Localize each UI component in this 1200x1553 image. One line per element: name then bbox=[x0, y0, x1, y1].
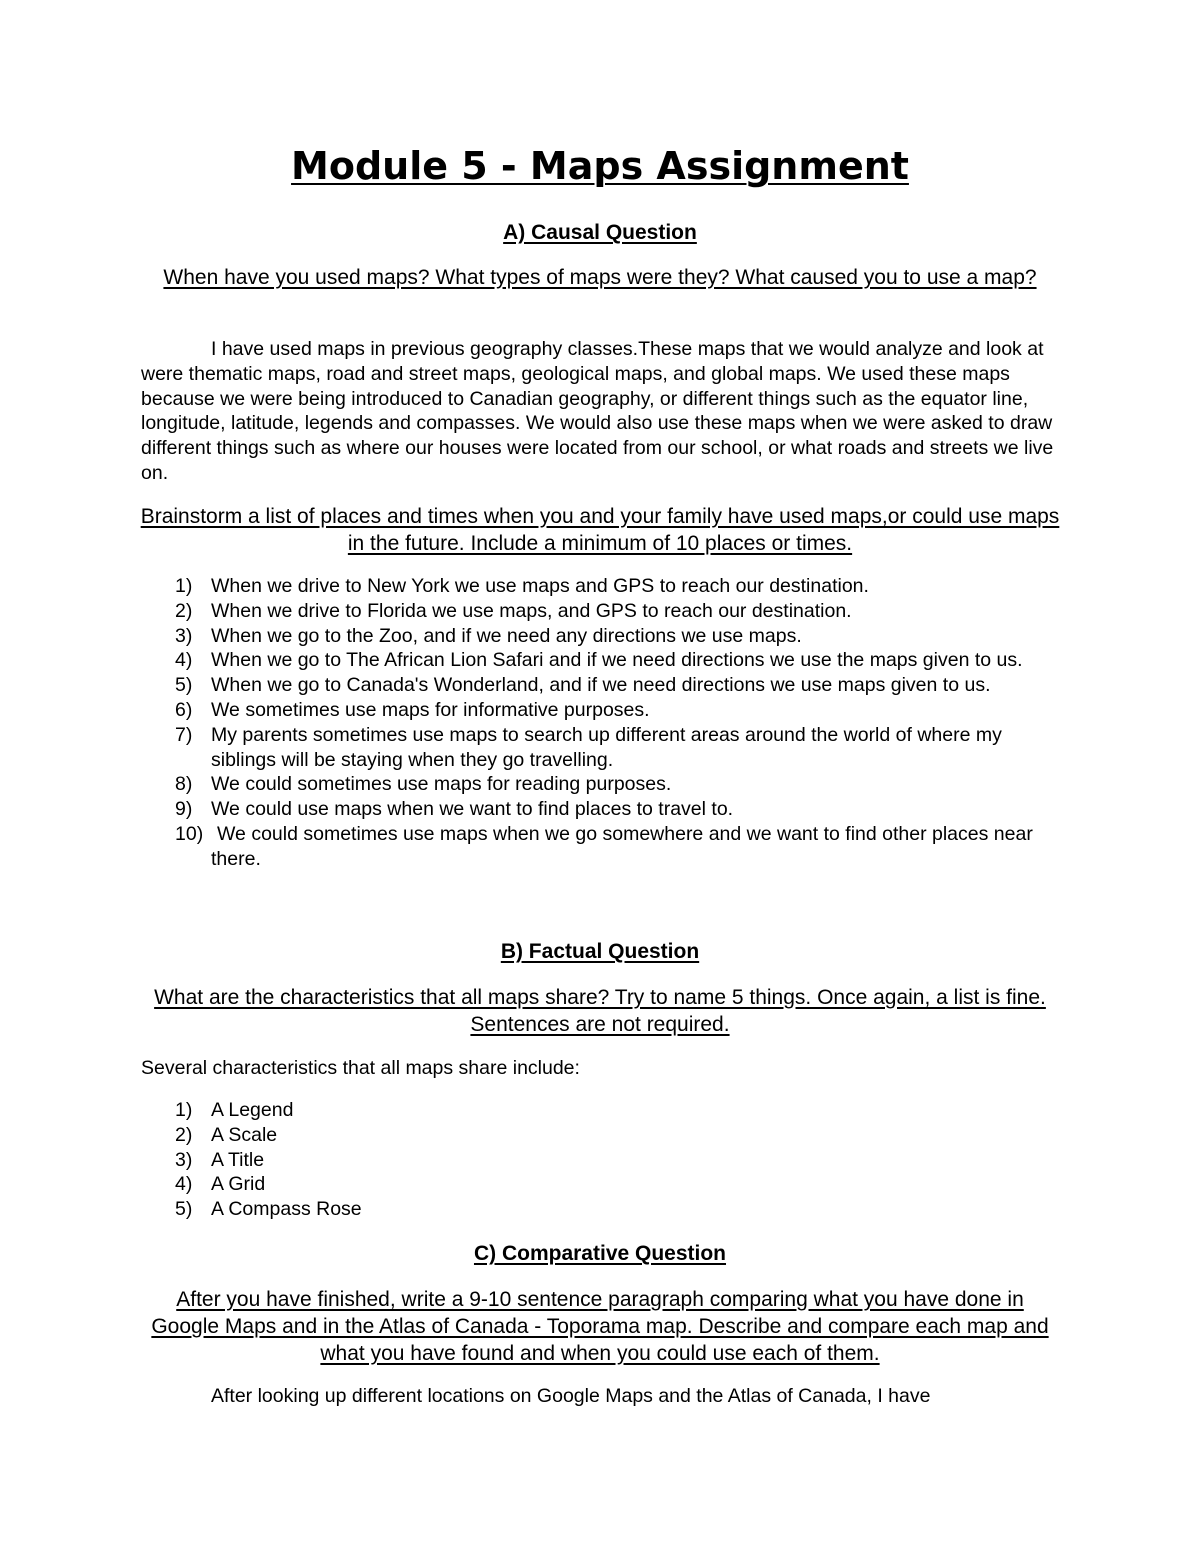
section-c-prompt: After you have finished, write a 9-10 sentence paragraph comparing what you have done in Google Maps and in the Atlas of Canada - Toporama map. Describe and compare each map and what you have found and when you could use each of them. bbox=[151, 1288, 1049, 1365]
list-number: 8) bbox=[175, 773, 193, 796]
list-text: A Scale bbox=[211, 1123, 278, 1146]
list-text: A Legend bbox=[211, 1099, 294, 1121]
list-text: We could sometimes use maps for reading purposes. bbox=[211, 773, 672, 796]
list-item bbox=[141, 1197, 1056, 1222]
list-number: 3) bbox=[175, 624, 193, 647]
list-item bbox=[141, 1098, 1056, 1123]
section-b-intro: Several characteristics that all maps share include: bbox=[141, 1057, 580, 1079]
list-item bbox=[141, 648, 1056, 673]
list-number: 5) bbox=[175, 674, 193, 697]
list-number: 4) bbox=[175, 649, 193, 672]
list-item bbox=[141, 574, 1056, 599]
list-text: My parents sometimes use maps to search up different areas around the world of where my siblings will be staying when they go travelling. bbox=[211, 723, 1002, 771]
list-number: 2) bbox=[175, 1123, 193, 1146]
characteristics-list bbox=[141, 1098, 1056, 1222]
section-c-heading: C) Comparative Question bbox=[473, 1242, 727, 1265]
list-item bbox=[141, 599, 1056, 624]
list-number: 6) bbox=[175, 698, 193, 721]
list-number: 9) bbox=[175, 798, 193, 821]
section-a-heading: A) Causal Question bbox=[503, 221, 697, 244]
list-item bbox=[141, 772, 1056, 797]
list-item bbox=[141, 698, 1056, 723]
list-item bbox=[141, 1172, 1056, 1197]
list-item bbox=[141, 624, 1056, 649]
list-number: 7) bbox=[175, 723, 193, 746]
list-number: 3) bbox=[175, 1148, 193, 1171]
list-item bbox=[141, 673, 1056, 698]
list-item bbox=[141, 1148, 1056, 1173]
list-text: We could use maps when we want to find places to travel to. bbox=[211, 798, 734, 821]
section-a-brainstorm-prompt: Brainstorm a list of places and times when you and your family have used maps,or could use maps in the future. Include a minimum of 10 places or times. bbox=[140, 505, 1060, 555]
section-b-heading: B) Factual Question bbox=[500, 940, 700, 963]
list-text: A Title bbox=[211, 1148, 265, 1171]
list-number: 1) bbox=[175, 575, 193, 597]
list-item bbox=[141, 822, 1056, 872]
list-text: When we go to the Zoo, and if we need any directions we use maps. bbox=[211, 624, 802, 647]
list-text: A Compass Rose bbox=[211, 1198, 362, 1221]
list-item bbox=[141, 723, 1056, 773]
list-number: 10) bbox=[175, 822, 204, 845]
list-text: We sometimes use maps for informative purposes. bbox=[211, 698, 650, 721]
list-number: 5) bbox=[175, 1198, 193, 1221]
list-text: We could sometimes use maps when we go somewhere and we want to find other places near there. bbox=[211, 822, 1033, 870]
list-item bbox=[141, 797, 1056, 822]
list-text: A Grid bbox=[211, 1173, 266, 1196]
places-list bbox=[141, 574, 1056, 872]
list-item bbox=[141, 1123, 1056, 1148]
list-number: 2) bbox=[175, 599, 193, 622]
section-c-answer: After looking up different locations on Google Maps and the Atlas of Canada, I have bbox=[211, 1385, 931, 1407]
list-text: When we go to The African Lion Safari and if we need directions we use the maps given to us. bbox=[211, 649, 1023, 672]
list-number: 4) bbox=[175, 1173, 193, 1196]
list-text: When we go to Canada's Wonderland, and if we need directions we use maps given to us. bbox=[211, 674, 991, 697]
section-a-prompt: When have you used maps? What types of maps were they? What caused you to use a map? bbox=[163, 266, 1037, 289]
section-a-answer: I have used maps in previous geography classes.These maps that we would analyze and look at were thematic maps, road and street maps, geological maps, and global maps. We used these maps because we were being introduced to Canadian geography, or different things such as the equator line, longitude, latitude, legends and compasses. We would also use these maps when we were asked to draw different things such as where our houses were located from our school, or what roads and streets we live on. bbox=[141, 338, 1054, 484]
section-b-prompt: What are the characteristics that all maps share? Try to name 5 things. Once again, a list is fine. Sentences are not required. bbox=[154, 986, 1046, 1036]
list-number: 1) bbox=[175, 1099, 193, 1121]
page-title: Module 5 - Maps Assignment bbox=[291, 144, 909, 188]
list-text: When we drive to New York we use maps and GPS to reach our destination. bbox=[211, 575, 869, 597]
list-text: When we drive to Florida we use maps, and GPS to reach our destination. bbox=[211, 599, 852, 622]
